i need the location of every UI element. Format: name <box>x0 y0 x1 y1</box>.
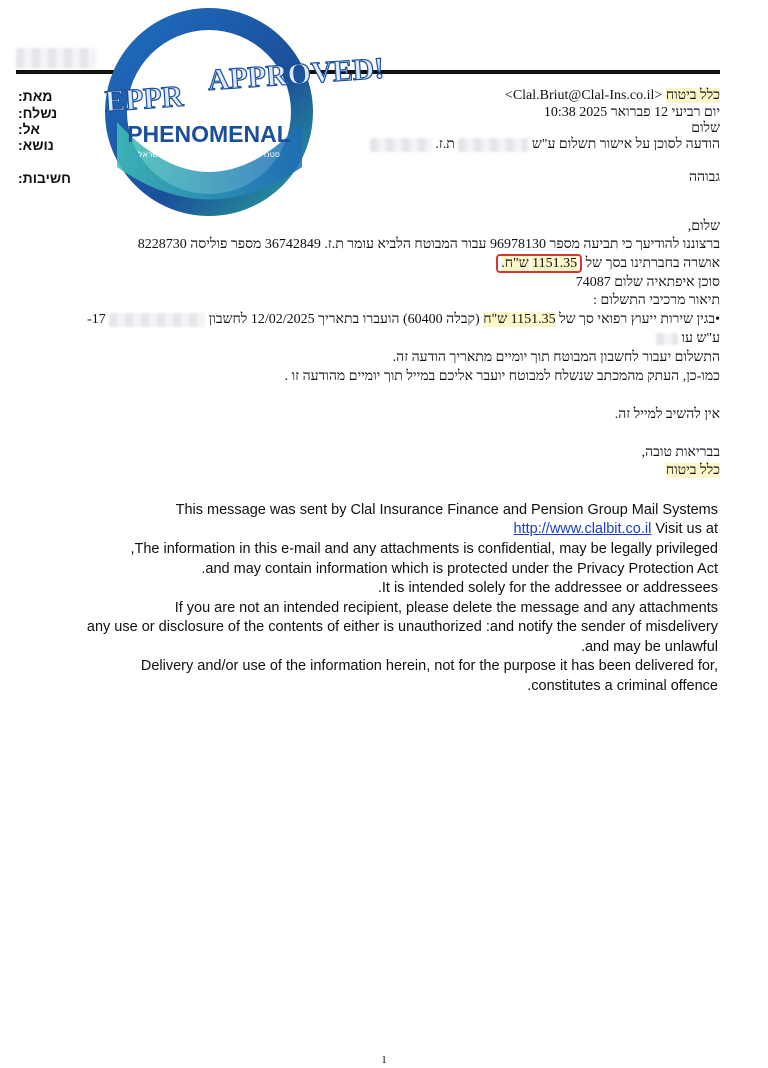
payment-bullet <box>87 312 720 328</box>
importance-field: גבוהה <box>688 170 720 185</box>
bullet-line2-text: ע"ש עו <box>681 331 720 346</box>
to-field: שלום <box>691 121 720 136</box>
sent-field: יום רביעי 12 פברואר 2025 10:38 <box>543 105 720 120</box>
page-number: 1 <box>381 1054 387 1066</box>
redacted-owner <box>656 333 678 345</box>
payment-note: התשלום יעבור לחשבון המבוטח תוך יומיים מתאריך הודעה זה. <box>392 350 720 365</box>
label-to: אל: <box>18 121 40 137</box>
signature <box>666 463 720 479</box>
disclaimer-line-1: This message was sent by Clal Insurance Finance and Pension Group Mail Systems <box>175 502 718 518</box>
disclaimer-line-3: ,The information in this e-mail and any attachments is confidential, may be legally privileged <box>130 541 718 557</box>
agent-line: סוכן איפתאיה שלום 74087 <box>575 275 720 290</box>
redacted-id <box>370 138 432 152</box>
closing: בבריאות טובה, <box>641 445 720 460</box>
from-field[interactable] <box>505 88 720 104</box>
bullet-dot: • <box>715 312 720 327</box>
approved-amount: 1151.35 <box>532 256 578 271</box>
components-title: תיאור מרכיבי התשלום : <box>593 293 720 308</box>
subject-field <box>370 137 720 153</box>
label-from: מאת: <box>18 88 53 104</box>
from-name: כלל ביטוח <box>665 88 720 103</box>
label-subject: נושא: <box>18 137 54 153</box>
subject-id-label: ת.ז. <box>435 137 455 152</box>
bullet-line2 <box>656 331 720 347</box>
logo-approved-right: APPROVED! <box>206 51 386 97</box>
visit-us-text: Visit us at <box>655 521 718 537</box>
phenomenal-approved-logo <box>97 2 386 222</box>
approved-currency: ש"ח. <box>501 256 529 271</box>
claim-line: ברצוננו להודיעך כי תביעה מספר 96978130 עבור המבוטח הלביא עומר ת.ז. 36742849 מספר פוליסה 8228730 <box>137 237 720 252</box>
logo-approved-left: EPPR <box>103 79 185 119</box>
disclaimer-line-6: If you are not an intended recipient, please delete the message and any attachments <box>174 600 718 616</box>
disclaimer-line-4: .and may contain information which is protected under the Privacy Protection Act <box>201 561 718 577</box>
disclaimer-line-2 <box>514 521 718 537</box>
website-link[interactable]: http://www.clalbit.co.il <box>513 521 652 537</box>
greeting: שלום, <box>687 219 720 234</box>
copy-note: כמו-כן, העתק מהמכתב שנשלח למבוטח יועבר אליכם במייל תוך יומיים מהודעה זו . <box>284 369 720 384</box>
bullet-prefix: בגין שירות ייעוץ רפואי סך של <box>559 312 716 327</box>
redacted-block <box>16 48 96 68</box>
subject-prefix: הודעה לסוכן על אישור תשלום ע"ש <box>531 137 720 152</box>
bullet-tail: 17- <box>87 312 106 327</box>
approval-prefix: אושרה בחברתינו בסך של <box>585 256 720 271</box>
redacted-account <box>109 313 205 327</box>
disclaimer-line-10: .constitutes a criminal offence <box>527 678 718 694</box>
logo-tagline: סטנדרט הביטוח והפיננסים הגבוה בישראל <box>138 150 280 159</box>
disclaimer-line-9: Delivery and/or use of the information herein, not for the purpose it has been delivered for, <box>140 658 718 674</box>
signature-name: כלל ביטוח <box>665 463 720 478</box>
bullet-rest: (קבלה 60400) הועברו בתאריך 12/02/2025 לחשבון <box>208 312 480 327</box>
disclaimer-line-7: any use or disclosure of the contents of either is unauthorized :and notify the sender of misdelivery <box>86 619 718 635</box>
amount-highlight-box <box>496 254 582 273</box>
disclaimer-line-8: .and may be unlawful <box>580 639 718 655</box>
label-importance: חשיבות: <box>18 170 71 186</box>
approval-line <box>496 256 720 272</box>
no-reply-note: אין להשיב למייל זה. <box>614 407 720 422</box>
from-email: <Clal.Briut@Clal-Ins.co.il> <box>504 88 663 103</box>
redacted-name <box>458 138 528 152</box>
logo-brand: PHENOMENAL <box>127 121 291 147</box>
disclaimer-line-5: .It is intended solely for the addressee or addressees <box>377 580 718 596</box>
bullet-amount: 1151.35 ש"ח <box>483 312 556 327</box>
label-sent: נשלח: <box>18 105 58 121</box>
